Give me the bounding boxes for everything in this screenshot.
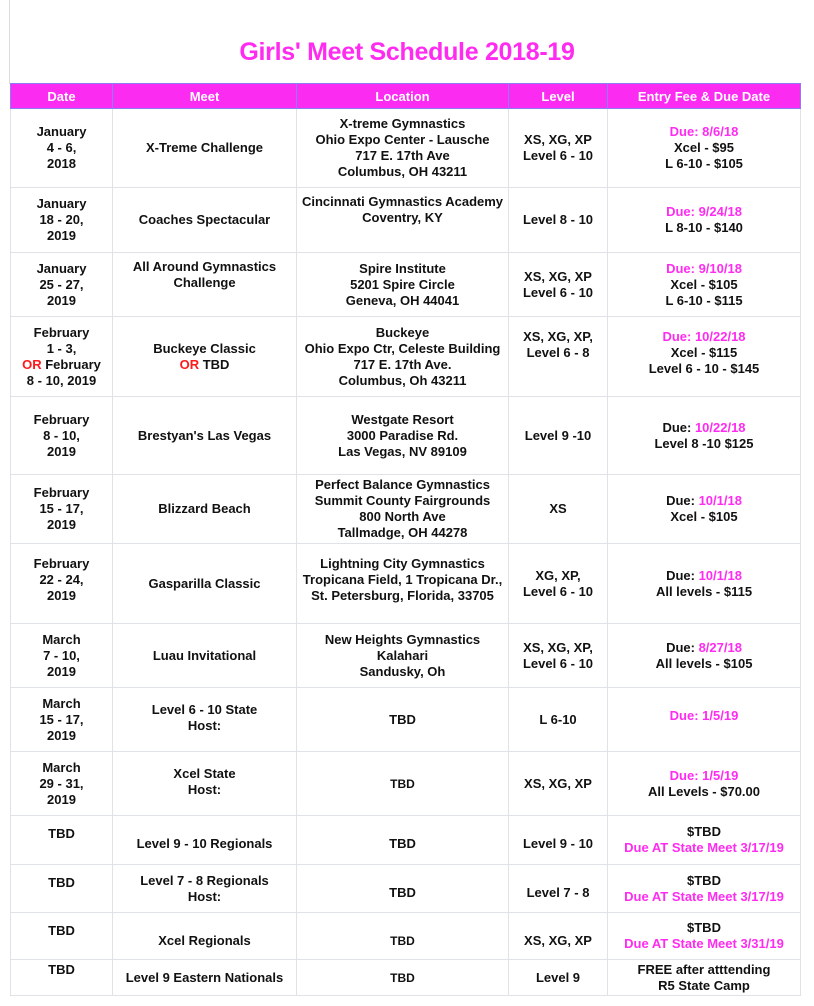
entry-fee-cell: Due: 10/1/18 Xcel - $105 xyxy=(608,475,801,544)
meet-cell: Brestyan's Las Vegas xyxy=(113,397,297,475)
level-cell: XS xyxy=(509,475,608,544)
header-level: Level xyxy=(509,84,608,109)
meet-cell: Coaches Spectacular xyxy=(113,188,297,253)
date-cell: January 4 - 6, 2018 xyxy=(11,109,113,188)
location-cell: TBD xyxy=(297,816,509,865)
date-cell: February 1 - 3, OR February 8 - 10, 2019 xyxy=(11,317,113,397)
header-location: Location xyxy=(297,84,509,109)
date-cell: February 22 - 24, 2019 xyxy=(11,544,113,624)
header-entry-fee: Entry Fee & Due Date xyxy=(608,84,801,109)
meet-schedule-table xyxy=(10,83,801,996)
date-cell: TBD xyxy=(11,865,113,913)
entry-fee-cell: Due: 9/24/18 L 8-10 - $140 xyxy=(608,188,801,253)
table-row xyxy=(11,960,801,996)
location-cell: Buckeye Ohio Expo Ctr, Celeste Building 717 E. 17th Ave. Columbus, Oh 43211 xyxy=(297,317,509,397)
meet-cell: Level 9 Eastern Nationals xyxy=(113,960,297,996)
date-cell: TBD xyxy=(11,913,113,960)
or-label: OR xyxy=(179,356,200,372)
level-cell: XS, XG, XP Level 6 - 10 xyxy=(509,253,608,317)
level-cell: Level 8 - 10 xyxy=(509,188,608,253)
table-row xyxy=(11,544,801,624)
level-cell: XS, XG, XP, Level 6 - 10 xyxy=(509,624,608,688)
location-cell: Lightning City Gymnastics Tropicana Field, 1 Tropicana Dr., St. Petersburg, Florida, 33705 xyxy=(297,544,509,624)
location-cell: TBD xyxy=(297,960,509,996)
table-row xyxy=(11,109,801,188)
level-cell: Level 9 -10 xyxy=(509,397,608,475)
table-row xyxy=(11,688,801,752)
page-title: Girls' Meet Schedule 2018-19 xyxy=(239,38,575,66)
location-cell: TBD xyxy=(297,913,509,960)
location-cell: Cincinnati Gymnastics Academy Coventry, KY xyxy=(297,188,509,253)
table-row xyxy=(11,816,801,865)
entry-fee-cell: $TBD Due AT State Meet 3/17/19 xyxy=(608,816,801,865)
date-cell: TBD xyxy=(11,816,113,865)
meet-cell: Level 7 - 8 Regionals Host: xyxy=(113,865,297,913)
date-cell: TBD xyxy=(11,960,113,996)
table-row xyxy=(11,865,801,913)
entry-fee-cell: Due: 1/5/19 xyxy=(608,688,801,752)
meet-cell: X-Treme Challenge xyxy=(113,109,297,188)
meet-cell: Level 9 - 10 Regionals xyxy=(113,816,297,865)
date-cell: January 18 - 20, 2019 xyxy=(11,188,113,253)
meet-cell: Buckeye Classic OR TBD xyxy=(113,317,297,397)
entry-fee-cell: Due: 1/5/19 All Levels - $70.00 xyxy=(608,752,801,816)
level-cell: XS, XG, XP xyxy=(509,913,608,960)
table-row xyxy=(11,317,801,397)
location-cell: TBD xyxy=(297,688,509,752)
date-cell: January 25 - 27, 2019 xyxy=(11,253,113,317)
level-cell: XS, XG, XP Level 6 - 10 xyxy=(509,109,608,188)
header-meet: Meet xyxy=(113,84,297,109)
meet-cell: Blizzard Beach xyxy=(113,475,297,544)
level-cell: XG, XP, Level 6 - 10 xyxy=(509,544,608,624)
level-cell: XS, XG, XP, Level 6 - 8 xyxy=(509,317,608,397)
table-row xyxy=(11,752,801,816)
entry-fee-cell: $TBD Due AT State Meet 3/31/19 xyxy=(608,913,801,960)
entry-fee-cell: Due: 8/27/18 All levels - $105 xyxy=(608,624,801,688)
table-row xyxy=(11,475,801,544)
level-cell: XS, XG, XP xyxy=(509,752,608,816)
location-cell: New Heights Gymnastics Kalahari Sandusky, Oh xyxy=(297,624,509,688)
location-cell: Spire Institute 5201 Spire Circle Geneva, OH 44041 xyxy=(297,253,509,317)
entry-fee-cell: $TBD Due AT State Meet 3/17/19 xyxy=(608,865,801,913)
level-cell: L 6-10 xyxy=(509,688,608,752)
meet-cell: Level 6 - 10 State Host: xyxy=(113,688,297,752)
level-cell: Level 9 xyxy=(509,960,608,996)
location-cell: X-treme Gymnastics Ohio Expo Center - Lausche 717 E. 17th Ave Columbus, OH 43211 xyxy=(297,109,509,188)
date-cell: February 8 - 10, 2019 xyxy=(11,397,113,475)
location-cell: Westgate Resort 3000 Paradise Rd. Las Vegas, NV 89109 xyxy=(297,397,509,475)
level-cell: Level 7 - 8 xyxy=(509,865,608,913)
table-header-row xyxy=(11,84,801,109)
entry-fee-cell: Due: 10/1/18 All levels - $115 xyxy=(608,544,801,624)
or-label: OR xyxy=(22,356,42,372)
table-row xyxy=(11,188,801,253)
meet-cell: Gasparilla Classic xyxy=(113,544,297,624)
location-cell: TBD xyxy=(297,752,509,816)
date-cell: February 15 - 17, 2019 xyxy=(11,475,113,544)
date-cell: March 15 - 17, 2019 xyxy=(11,688,113,752)
header-date: Date xyxy=(11,84,113,109)
meet-cell: Xcel Regionals xyxy=(113,913,297,960)
date-cell: March 29 - 31, 2019 xyxy=(11,752,113,816)
meet-cell: Luau Invitational xyxy=(113,624,297,688)
table-row xyxy=(11,397,801,475)
meet-cell: All Around Gymnastics Challenge xyxy=(113,253,297,317)
table-row xyxy=(11,253,801,317)
date-cell: March 7 - 10, 2019 xyxy=(11,624,113,688)
location-cell: Perfect Balance Gymnastics Summit County Fairgrounds 800 North Ave Tallmadge, OH 44278 xyxy=(297,475,509,544)
location-cell: TBD xyxy=(297,865,509,913)
entry-fee-cell: FREE after atttending R5 State Camp xyxy=(608,960,801,996)
table-row xyxy=(11,624,801,688)
entry-fee-cell: Due: 8/6/18 Xcel - $95 L 6-10 - $105 xyxy=(608,109,801,188)
table-row xyxy=(11,913,801,960)
entry-fee-cell: Due: 10/22/18 Level 8 -10 $125 xyxy=(608,397,801,475)
entry-fee-cell: Due: 10/22/18 Xcel - $115 Level 6 - 10 - $145 xyxy=(608,317,801,397)
meet-cell: Xcel State Host: xyxy=(113,752,297,816)
entry-fee-cell: Due: 9/10/18 Xcel - $105 L 6-10 - $115 xyxy=(608,253,801,317)
level-cell: Level 9 - 10 xyxy=(509,816,608,865)
